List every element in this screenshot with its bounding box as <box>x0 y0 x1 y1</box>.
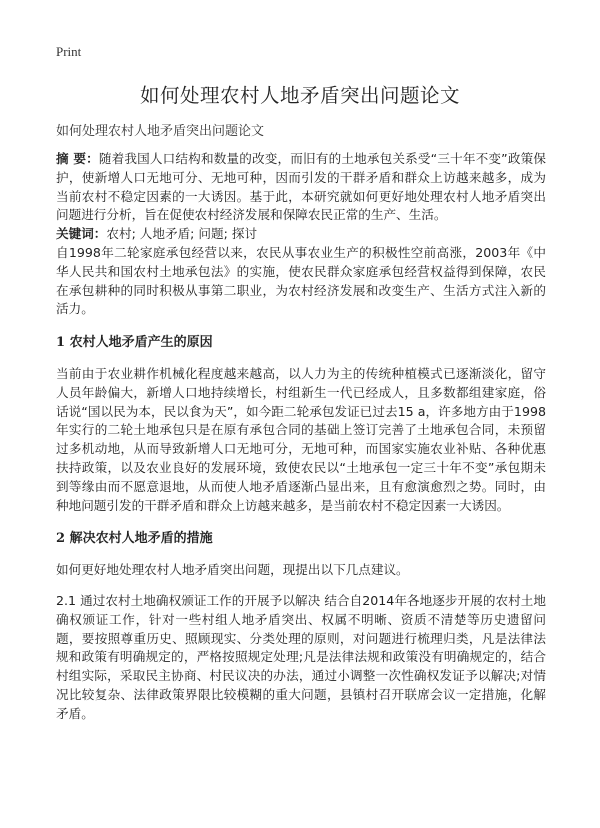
section-1-paragraph: 当前由于农业耕作机械化程度越来越高，以人力为主的传统种植模式已逐渐淡化，留守人员年龄偏大，新增人口地持续增长，村组新生一代已经成人，且多数都组建家庭，俗话说“国以民为本，民以食为天”，如今距二轮承包发证已过去15 a，许多地方由于1998年实行的二轮土地承包只是在原有承包合同的基础上签订完善了土地承包合同，未预留过多机动地，从而导致新增人口无地可分，无地可种，而国家实施农业补贴、各种优惠扶持政策，以及农业良好的发展环境，致使农民以“土地承包一定三十年不变”承包期未到等缘由而不愿意退地，从而使人地矛盾逐渐凸显出来，且有愈演愈烈之势。同时，由种地问题引发的干群矛盾和群众上访越来越多，是当前农村不稳定因素一大诱因。 <box>56 365 546 513</box>
intro-paragraph: 自1998年二轮家庭承包经营以来，农民从事农业生产的积极性空前高涨，2003年《中华人民共和国农村土地承包法》的实施，使农民群众家庭承包经营权益得到保障，农民在承包耕种的同时积极从事第二职业，为农村经济发展和改变生产、生活方式注入新的活力。 <box>56 244 546 317</box>
abstract-text: 随着我国人口结构和数量的改变，而旧有的土地承包关系受“三十年不变”政策保护，使新增人口无地可分、无地可种，因而引发的干群矛盾和群众上访越来越多，成为当前农村不稳定因素的一大诱因。基于此，本研究就如何更好地处理农村人地矛盾突出问题进行分析，旨在促使农村经济发展和保障农民正常的生产、生活。 <box>56 151 546 223</box>
section-1-heading: 1 农村人地矛盾产生的原因 <box>56 335 213 351</box>
paragraph-gap <box>56 580 546 592</box>
abstract-paragraph <box>56 150 546 225</box>
section-2-1-paragraph: 2.1 通过农村土地确权颁证工作的开展予以解决 结合自2014年各地逐步开展的农村土地确权颁证工作，针对一些村组人地矛盾突出、权属不明晰、资质不清楚等历史遗留问题，要按照尊重历史、照顾现实、分类处理的原则，对问题进行梳理归类，凡是法律法规和政策有明确规定的，严格按照规定处理;凡是法律法规和政策没有明确规定的，结合村组实际，采取民主协商、村民议决的办法，通过小调整一次性确权发证予以解决;对情况比较复杂、法律政策界限比较模糊的重大问题，县镇村召开联席会议一定措施，化解矛盾。 <box>56 592 546 721</box>
abstract-label: 摘 要： <box>56 151 99 166</box>
keywords-text: 农村; 人地矛盾; 问题; 探讨 <box>106 226 258 242</box>
document-subtitle: 如何处理农村人地矛盾突出问题论文 <box>56 124 265 139</box>
section-2-intro-paragraph: 如何更好地处理农村人地矛盾突出问题，现提出以下几点建议。 <box>56 562 409 578</box>
document-body <box>56 150 546 724</box>
page-title: 如何处理农村人地矛盾突出问题论文 <box>139 84 460 107</box>
section-2-heading: 2 解决农村人地矛盾的措施 <box>56 531 213 547</box>
keywords-paragraph <box>56 225 546 244</box>
print-link[interactable]: Print <box>56 44 82 59</box>
keywords-label: 关键词： <box>56 226 107 242</box>
